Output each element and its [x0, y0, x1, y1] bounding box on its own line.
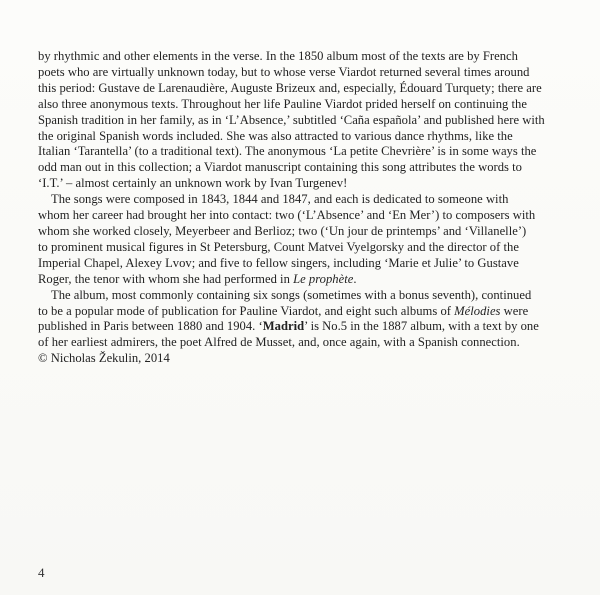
- bold-text: Madrid: [262, 319, 305, 334]
- text-line: [38, 176, 568, 192]
- text-run: odd man out in this collection; a Viardot manuscript containing this song attributes the words to: [38, 160, 522, 175]
- text-run: by rhythmic and other elements in the verse. In the 1850 album most of the texts are by French: [38, 49, 518, 63]
- text-line: [38, 144, 568, 160]
- text-line: [38, 304, 568, 320]
- text-run: whom she worked closely, Meyerbeer and Berlioz; two (‘Un jour de printemps’ and ‘Villanelle’): [38, 223, 527, 238]
- text-run: whom her career had brought her into contact: two (‘L’Absence’ and ‘En Mer’) to composers with: [38, 208, 536, 223]
- text-run: Roger, the tenor with whom she had performed in: [38, 271, 294, 286]
- italic-text: Le prophète: [293, 271, 354, 286]
- text-line: [38, 49, 568, 65]
- text-run: .: [353, 271, 357, 286]
- text-line: [38, 224, 568, 240]
- text-run: this period: Gustave de Larenaudière, Auguste Brizeux and, especially, Édouard Turquety; there are: [38, 80, 542, 95]
- text-run: Italian ‘Tarantella’ (to a traditional text). The anonymous ‘La petite Chevrière’ is in some ways the: [38, 144, 537, 159]
- text-run: were: [500, 303, 529, 318]
- text-line: [38, 129, 568, 145]
- text-line: [38, 81, 568, 97]
- text-run: the original Spanish words included. She was also attracted to various dance rhythms, like the: [38, 128, 513, 143]
- text-run: of her earliest admirers, the poet Alfred de Musset, and, once again, with a Spanish connection.: [38, 335, 520, 350]
- text-line: [38, 351, 568, 367]
- text-run: to prominent musical figures in St Petersburg, Count Matvei Vyelgorsky and the director of the: [38, 239, 519, 254]
- text-run: ‘I.T.’ – almost certainly an unknown work by Ivan Turgenev!: [38, 176, 348, 191]
- text-line: [38, 256, 568, 272]
- italic-text: Mélodies: [454, 303, 501, 318]
- text-run: poets who are virtually unknown today, but to whose verse Viardot returned several times around: [38, 64, 530, 79]
- text-line: [38, 192, 568, 208]
- text-run: to be a popular mode of publication for Pauline Viardot, and eight such albums of: [38, 303, 455, 318]
- text-run: also three anonymous texts. Throughout her life Pauline Viardot prided herself on continuing the: [38, 96, 527, 111]
- text-run: The songs were composed in 1843, 1844 and 1847, and each is dedicated to someone with: [51, 192, 509, 207]
- text-line: [38, 335, 568, 351]
- paragraph-2: [38, 192, 568, 287]
- text-run: Spanish tradition in her family, as in ‘L’Absence,’ subtitled ‘Caña española’ and published here with: [38, 112, 545, 127]
- text-run: published in Paris between 1880 and 1904. ‘: [38, 319, 263, 334]
- text-line: [38, 65, 568, 81]
- text-line: [38, 319, 568, 335]
- text-line: [38, 272, 568, 288]
- text-run: The album, most commonly containing six songs (sometimes with a bonus seventh), continued: [51, 287, 532, 302]
- text-line: [38, 288, 568, 304]
- text-line: [38, 208, 568, 224]
- text-line: [38, 97, 568, 113]
- text-run: ’ is No.5 in the 1887 album, with a text by one: [304, 319, 539, 334]
- paragraph-1: [38, 49, 568, 192]
- text-line: [38, 240, 568, 256]
- text-run: © Nicholas Žekulin, 2014: [38, 351, 170, 366]
- text-run: Imperial Chapel, Alexey Lvov; and five to fellow singers, including ‘Marie et Julie’ to Gustave: [38, 255, 519, 270]
- paragraph-3: [38, 288, 568, 368]
- body-text: [38, 49, 568, 367]
- page-number: 4: [38, 565, 45, 580]
- text-line: [38, 160, 568, 176]
- text-line: [38, 113, 568, 129]
